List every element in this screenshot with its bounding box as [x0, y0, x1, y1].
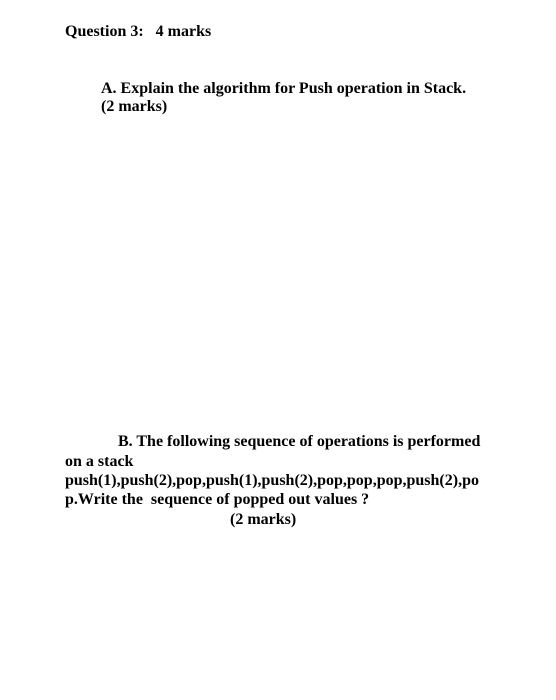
part-a-prompt: A. Explain the algorithm for Push operation in Stack.: [101, 80, 467, 97]
part-b-prompt-line-2: on a stack: [65, 453, 134, 470]
part-b-operations-sequence: push(1),push(2),pop,push(1),push(2),pop,pop,pop,push(2),po: [65, 472, 479, 489]
part-b-prompt-line-1: B. The following sequence of operations is performed: [118, 433, 481, 450]
part-b-marks: (2 marks): [230, 511, 297, 528]
part-b-question: p.Write the sequence of popped out values ?: [65, 491, 370, 508]
part-a-marks: (2 marks): [101, 98, 168, 115]
question-title: Question 3: 4 marks: [65, 23, 212, 40]
